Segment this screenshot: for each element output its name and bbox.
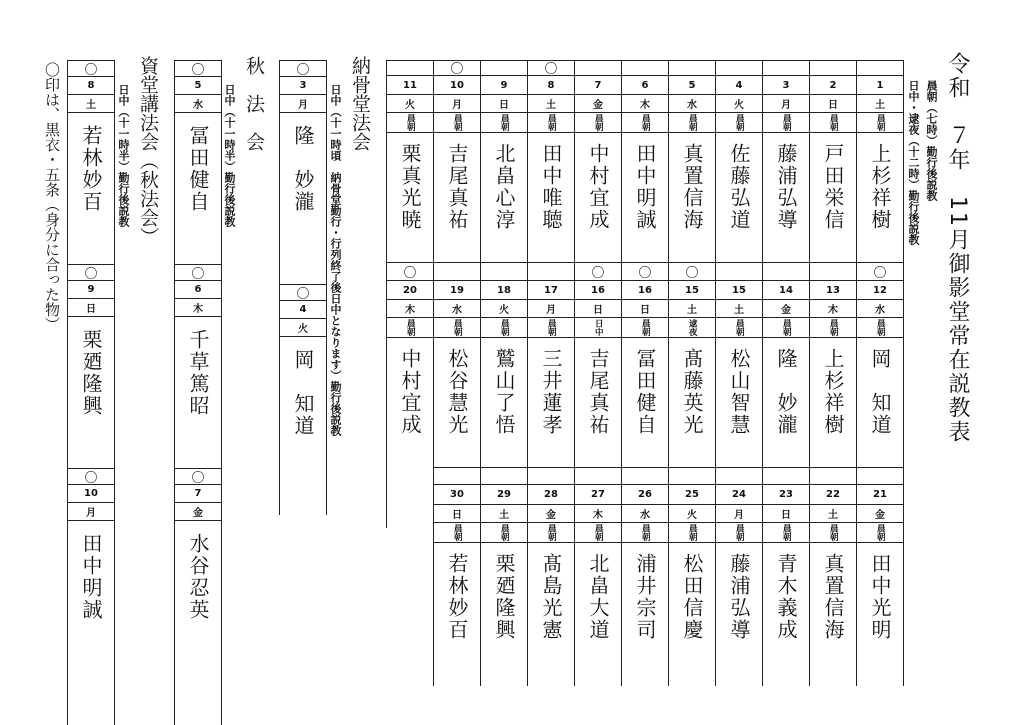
session-cell — [387, 318, 433, 338]
mark-cell — [575, 467, 621, 485]
schedule-column — [574, 467, 622, 686]
session-label: 晨朝 — [781, 114, 792, 131]
preacher-name-text: 水谷忍英 — [186, 533, 210, 621]
mark-cell — [669, 60, 715, 76]
session-cell — [622, 318, 668, 338]
date-cell: 16 — [622, 281, 668, 300]
preacher-name-text: 佐藤弘道 — [727, 143, 751, 231]
session-label: 晨朝 — [687, 114, 698, 131]
preacher-name-text: 藤浦弘導 — [774, 143, 798, 231]
day-cell: 土 — [857, 95, 903, 113]
preacher-name — [528, 543, 574, 686]
day-cell: 火 — [280, 319, 326, 337]
mark-cell — [763, 60, 809, 76]
preacher-name-text: 浦井宗司 — [633, 553, 657, 641]
schedule-column — [386, 262, 434, 528]
mark-cell — [434, 262, 480, 281]
preacher-name-text: 真置信海 — [821, 553, 845, 641]
day-cell: 金 — [528, 505, 574, 523]
preacher-name-text: 田中唯聴 — [539, 143, 563, 231]
mark-cell: 〇 — [280, 60, 326, 77]
preacher-name — [763, 543, 809, 686]
preacher-name-text: 真置信海 — [680, 143, 704, 231]
date-cell: 11 — [387, 76, 433, 95]
day-cell: 日 — [434, 505, 480, 523]
preacher-name-text: 栗廼隆興 — [79, 329, 103, 417]
date-cell: 24 — [716, 485, 762, 505]
mark-cell — [481, 60, 527, 76]
session-cell — [857, 318, 903, 338]
session-cell — [481, 523, 527, 543]
date-cell: 3 — [763, 76, 809, 95]
row-top-border — [386, 262, 903, 263]
day-cell: 日 — [763, 505, 809, 523]
schedule-column — [433, 467, 481, 686]
date-cell: 7 — [575, 76, 621, 95]
session-label: 晨朝 — [875, 114, 886, 131]
session-label: 晨朝 — [452, 114, 463, 131]
session-label: 晨朝 — [499, 114, 510, 131]
session-cell — [857, 523, 903, 543]
day-cell: 木 — [810, 300, 856, 318]
preacher-name — [669, 543, 715, 686]
mark-cell: 〇 — [68, 264, 114, 281]
day-cell: 水 — [622, 505, 668, 523]
date-cell: 20 — [387, 281, 433, 300]
session-label: 晨朝 — [405, 319, 416, 336]
preacher-name — [175, 521, 221, 725]
session-label: 晨朝 — [452, 524, 463, 541]
mark-cell: 〇 — [280, 284, 326, 301]
mark-cell — [716, 60, 762, 76]
session-label: 晨朝 — [405, 114, 416, 131]
day-cell: 月 — [280, 95, 326, 113]
mark-cell: 〇 — [669, 262, 715, 281]
session-label: 晨朝 — [875, 319, 886, 336]
mark-cell — [857, 467, 903, 485]
mark-cell: 〇 — [434, 60, 480, 76]
shido-note: 日中（十一時半）勤行後説教 — [117, 84, 130, 227]
schedule-column — [174, 60, 222, 288]
noukotsudo-title: 納骨堂法会 — [349, 56, 371, 151]
daytime-note: 日中・逮夜（十二時）勤行後説教 — [907, 80, 920, 245]
day-cell: 木 — [575, 505, 621, 523]
preacher-name-text: 田中明誠 — [633, 143, 657, 231]
preacher-name-text: 隆 妙瀧 — [291, 125, 315, 213]
date-cell: 7 — [175, 485, 221, 503]
session-cell — [669, 318, 715, 338]
preacher-name — [716, 543, 762, 686]
session-cell — [575, 113, 621, 133]
session-cell — [716, 523, 762, 543]
morning-note: 晨朝（七時）勤行後説教 — [925, 80, 938, 201]
date-cell: 6 — [622, 76, 668, 95]
mark-cell: 〇 — [175, 468, 221, 485]
date-cell: 10 — [434, 76, 480, 95]
column-top-border — [280, 60, 326, 61]
session-cell — [528, 523, 574, 543]
session-label: 晨朝 — [640, 114, 651, 131]
session-cell — [622, 523, 668, 543]
mark-cell: 〇 — [575, 262, 621, 281]
session-label: 晨朝 — [875, 524, 886, 541]
date-cell: 5 — [175, 77, 221, 95]
column-top-border — [68, 60, 114, 61]
session-cell — [387, 113, 433, 133]
day-cell: 火 — [669, 505, 715, 523]
preacher-name — [434, 543, 480, 686]
date-cell: 28 — [528, 485, 574, 505]
schedule-column — [621, 467, 669, 686]
preacher-name-text: 松田信慶 — [680, 553, 704, 641]
preacher-name-text: 青木義成 — [774, 553, 798, 641]
schedule-column — [480, 467, 528, 686]
schedule-column — [279, 60, 327, 293]
preacher-name-text: 上杉祥樹 — [868, 143, 892, 231]
date-cell: 15 — [716, 281, 762, 300]
date-cell: 16 — [575, 281, 621, 300]
session-label: 晨朝 — [828, 114, 839, 131]
date-cell: 9 — [68, 281, 114, 299]
mark-cell: 〇 — [175, 264, 221, 281]
date-cell: 27 — [575, 485, 621, 505]
schedule-column — [279, 284, 327, 515]
schedule-column — [856, 467, 904, 686]
date-cell: 14 — [763, 281, 809, 300]
preacher-name-text: 鷲山了悟 — [492, 348, 516, 436]
preacher-name-text: 松山智慧 — [727, 348, 751, 436]
preacher-name-text: 吉尾真祐 — [586, 348, 610, 436]
mark-cell: 〇 — [857, 262, 903, 281]
schedule-column — [67, 264, 115, 492]
date-cell: 9 — [481, 76, 527, 95]
session-label: 晨朝 — [781, 524, 792, 541]
day-cell: 火 — [387, 95, 433, 113]
preacher-name-text: 冨田健自 — [633, 348, 657, 436]
row-top-border — [433, 467, 903, 468]
preacher-name-text: 中村宜成 — [398, 348, 422, 436]
date-cell: 15 — [669, 281, 715, 300]
date-cell: 22 — [810, 485, 856, 505]
preacher-name — [481, 543, 527, 686]
preacher-name-text: 三井蓮孝 — [539, 348, 563, 436]
session-label: 晨朝 — [828, 319, 839, 336]
session-cell — [763, 113, 809, 133]
shido-title: 資堂講法会（秋法会） — [137, 56, 159, 246]
mark-cell — [622, 467, 668, 485]
date-cell: 10 — [68, 485, 114, 503]
day-cell: 日 — [810, 95, 856, 113]
mark-cell — [387, 60, 433, 76]
day-cell: 月 — [68, 503, 114, 521]
preacher-name-text: 中村宜成 — [586, 143, 610, 231]
session-cell — [763, 318, 809, 338]
day-cell: 月 — [528, 300, 574, 318]
preacher-name-text: 隆 妙瀧 — [774, 348, 798, 436]
date-cell: 17 — [528, 281, 574, 300]
session-label: 晨朝 — [593, 114, 604, 131]
date-cell: 8 — [68, 77, 114, 95]
mark-cell: 〇 — [528, 60, 574, 76]
day-cell: 金 — [175, 503, 221, 521]
preacher-name — [68, 521, 114, 725]
day-cell: 日 — [68, 299, 114, 317]
noukotsudo-note: 日中（十一時頃 納骨堂勤行・行列終了後日中となります）勤行後説教 — [329, 84, 342, 436]
schedule-column — [809, 467, 857, 686]
schedule-column — [174, 264, 222, 492]
date-cell: 2 — [810, 76, 856, 95]
session-cell — [481, 318, 527, 338]
day-cell: 金 — [857, 505, 903, 523]
column-top-border — [175, 468, 221, 469]
preacher-name-text: 岡 知道 — [291, 349, 315, 437]
date-cell: 19 — [434, 281, 480, 300]
session-label: 逮夜 — [687, 319, 698, 336]
session-cell — [763, 523, 809, 543]
session-cell — [622, 113, 668, 133]
page-title: 令和 ７年 11月御影堂常在説教表 — [945, 52, 970, 444]
session-cell — [857, 113, 903, 133]
session-cell — [434, 113, 480, 133]
day-cell: 金 — [575, 95, 621, 113]
column-top-border — [68, 468, 114, 469]
mark-note: 〇印は、黒衣・五条（身分に合った物） — [43, 62, 61, 332]
mark-cell: 〇 — [622, 262, 668, 281]
session-cell — [716, 318, 762, 338]
session-cell — [481, 113, 527, 133]
schedule-column — [527, 467, 575, 686]
day-cell: 土 — [481, 505, 527, 523]
day-cell: 水 — [434, 300, 480, 318]
session-label: 晨朝 — [734, 524, 745, 541]
session-label: 晨朝 — [640, 319, 651, 336]
column-top-border — [175, 264, 221, 265]
date-cell: 25 — [669, 485, 715, 505]
mark-cell — [763, 262, 809, 281]
preacher-name — [280, 337, 326, 515]
preacher-name — [857, 543, 903, 686]
session-label: 晨朝 — [640, 524, 651, 541]
column-top-border — [68, 264, 114, 265]
session-cell — [810, 113, 856, 133]
day-cell: 日 — [481, 95, 527, 113]
date-cell: 18 — [481, 281, 527, 300]
session-label: 晨朝 — [546, 114, 557, 131]
session-label: 晨朝 — [828, 524, 839, 541]
aki-note: 日中（十一時半）勤行後説教 — [223, 84, 236, 227]
column-top-border — [175, 60, 221, 61]
session-label: 晨朝 — [499, 524, 510, 541]
mark-cell — [434, 467, 480, 485]
session-label: 晨朝 — [452, 319, 463, 336]
preacher-name-text: 北畠心淳 — [492, 143, 516, 231]
session-cell — [575, 318, 621, 338]
day-cell: 土 — [68, 95, 114, 113]
preacher-name — [280, 113, 326, 293]
mark-cell — [810, 262, 856, 281]
preacher-name-text: 髙藤英光 — [680, 348, 704, 436]
day-cell: 水 — [669, 95, 715, 113]
session-cell — [716, 113, 762, 133]
mark-cell — [481, 467, 527, 485]
mark-cell — [810, 467, 856, 485]
session-cell — [528, 318, 574, 338]
preacher-name — [622, 543, 668, 686]
mark-cell — [622, 60, 668, 76]
day-cell: 木 — [387, 300, 433, 318]
day-cell: 土 — [669, 300, 715, 318]
date-cell: 1 — [857, 76, 903, 95]
date-cell: 3 — [280, 77, 326, 95]
day-cell: 金 — [763, 300, 809, 318]
preacher-name — [387, 338, 433, 528]
day-cell: 土 — [810, 505, 856, 523]
day-cell: 月 — [763, 95, 809, 113]
preacher-name-text: 若林妙百 — [79, 125, 103, 213]
preacher-name-text: 千草篤昭 — [186, 329, 210, 417]
day-cell: 水 — [175, 95, 221, 113]
mark-cell: 〇 — [68, 60, 114, 77]
session-label: 晨朝 — [546, 524, 557, 541]
preacher-name-text: 栗廼隆興 — [492, 553, 516, 641]
day-cell: 月 — [434, 95, 480, 113]
date-cell: 23 — [763, 485, 809, 505]
preacher-name-text: 藤浦弘導 — [727, 553, 751, 641]
day-cell: 木 — [175, 299, 221, 317]
session-cell — [575, 523, 621, 543]
mark-cell — [763, 467, 809, 485]
mark-cell — [669, 467, 715, 485]
mark-cell: 〇 — [175, 60, 221, 77]
preacher-name-text: 栗真光暁 — [398, 143, 422, 231]
date-cell: 30 — [434, 485, 480, 505]
date-cell: 21 — [857, 485, 903, 505]
date-cell: 4 — [280, 301, 326, 319]
session-label: 晨朝 — [687, 524, 698, 541]
mark-cell: 〇 — [387, 262, 433, 281]
day-cell: 火 — [716, 95, 762, 113]
session-cell — [669, 523, 715, 543]
date-cell: 12 — [857, 281, 903, 300]
row-top-border — [386, 60, 903, 61]
mark-cell — [810, 60, 856, 76]
preacher-name — [575, 543, 621, 686]
session-label: 晨朝 — [593, 524, 604, 541]
preacher-name-text: 松谷慧光 — [445, 348, 469, 436]
schedule-column — [668, 467, 716, 686]
preacher-name-text: 吉尾真祐 — [445, 143, 469, 231]
mark-cell: 〇 — [68, 468, 114, 485]
day-cell: 水 — [857, 300, 903, 318]
schedule-column — [715, 467, 763, 686]
session-cell — [528, 113, 574, 133]
session-cell — [810, 523, 856, 543]
preacher-name-text: 岡 知道 — [868, 348, 892, 436]
date-cell: 13 — [810, 281, 856, 300]
preacher-name-text: 冨田健自 — [186, 125, 210, 213]
preacher-name-text: 上杉祥樹 — [821, 348, 845, 436]
schedule-column — [67, 60, 115, 288]
session-cell — [669, 113, 715, 133]
date-cell: 4 — [716, 76, 762, 95]
session-cell — [434, 523, 480, 543]
preacher-name-text: 若林妙百 — [445, 553, 469, 641]
schedule-column — [174, 468, 222, 725]
day-cell: 木 — [622, 95, 668, 113]
mark-cell — [528, 262, 574, 281]
mark-cell — [716, 467, 762, 485]
day-cell: 火 — [481, 300, 527, 318]
session-cell — [810, 318, 856, 338]
session-label: 晨朝 — [781, 319, 792, 336]
day-cell: 日 — [622, 300, 668, 318]
preacher-name-text: 田中光明 — [868, 553, 892, 641]
date-cell: 29 — [481, 485, 527, 505]
mark-cell — [857, 60, 903, 76]
mark-cell — [716, 262, 762, 281]
preacher-name — [810, 543, 856, 686]
date-cell: 26 — [622, 485, 668, 505]
day-cell: 日 — [575, 300, 621, 318]
session-label: 晨朝 — [499, 319, 510, 336]
schedule-column — [762, 467, 810, 686]
session-label: 日中 — [593, 319, 604, 336]
schedule-column — [67, 468, 115, 725]
mark-cell — [528, 467, 574, 485]
mark-cell — [575, 60, 621, 76]
date-cell: 6 — [175, 281, 221, 299]
preacher-name-text: 田中明誠 — [79, 533, 103, 621]
day-cell: 土 — [716, 300, 762, 318]
day-cell: 月 — [716, 505, 762, 523]
aki-title: 秋 法 会 — [243, 56, 265, 151]
session-label: 晨朝 — [546, 319, 557, 336]
preacher-name-text: 戸田栄信 — [821, 143, 845, 231]
preacher-name-text: 北畠大道 — [586, 553, 610, 641]
date-cell: 8 — [528, 76, 574, 95]
preacher-name-text: 髙島光憲 — [539, 553, 563, 641]
day-cell: 土 — [528, 95, 574, 113]
session-label: 晨朝 — [734, 114, 745, 131]
date-cell: 5 — [669, 76, 715, 95]
column-top-border — [280, 284, 326, 285]
mark-cell — [481, 262, 527, 281]
session-cell — [434, 318, 480, 338]
session-label: 晨朝 — [734, 319, 745, 336]
